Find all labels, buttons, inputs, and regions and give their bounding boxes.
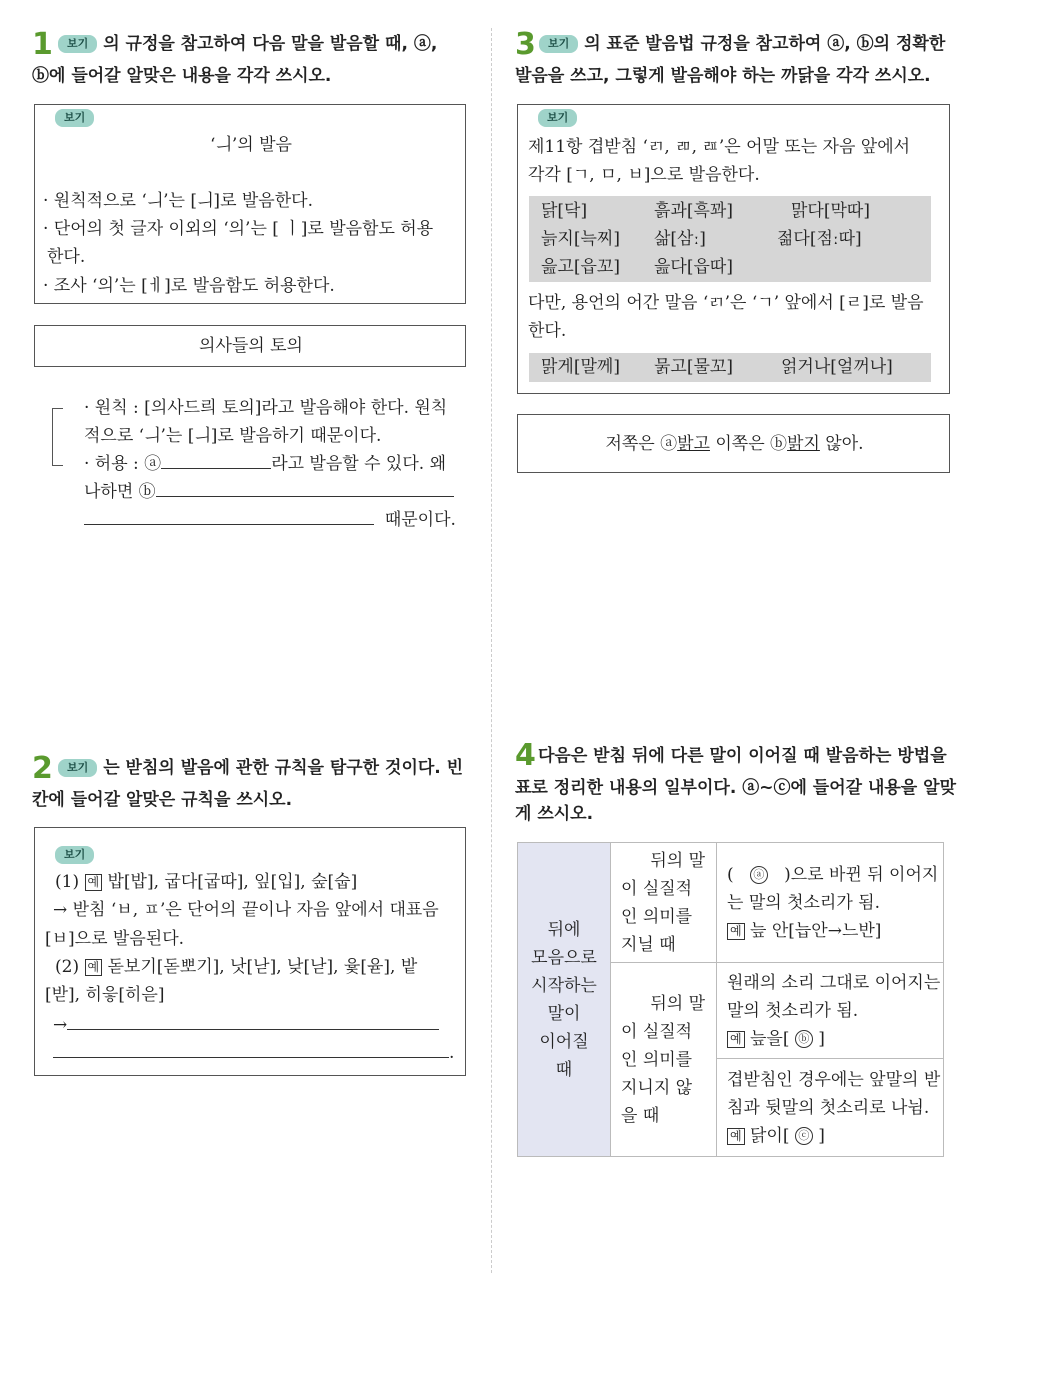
grid-cell: 흙과[흑꽈] <box>654 201 733 221</box>
q4-head-line: 이어질 <box>539 1031 589 1052</box>
bogi-badge: 보기 <box>55 846 94 864</box>
grid-cell: 닭[닥] <box>541 201 588 221</box>
q2-prompt-text: 는 받침의 발음에 관한 규칙을 탐구한 것이다. 빈 <box>103 758 464 778</box>
q2-prompt-line2: 칸에 들어갈 알맞은 규칙을 쓰시오. <box>32 790 293 810</box>
q3-number: 3 <box>515 27 536 62</box>
q1-answer-line3 <box>84 450 446 478</box>
q1-reason-label: 나하면 ⓑ <box>84 482 156 502</box>
q4-head-line: 뒤에 <box>547 919 581 940</box>
q4-mid-line: 이 실질적 <box>621 1021 693 1042</box>
q4-mid-line: 인 의미를 <box>621 1049 693 1070</box>
q3-exception-grid <box>529 353 931 382</box>
q4-mid-line: 뒤의 말 <box>650 850 705 871</box>
q2-answer-line2 <box>53 1039 454 1067</box>
q4-rule1-example-text: 늪 안[늡안→느반] <box>750 920 882 941</box>
q1-rule-1: · 원칙적으로 ‘ㅢ’는 [ㅢ]로 발음한다. <box>43 191 313 211</box>
q2-line3: [ㅂ]으로 발음된다. <box>45 929 185 949</box>
q3-ex-mid: 이쪽은 ⓑ <box>709 434 788 454</box>
example-mark: 예 <box>85 874 103 891</box>
q3-example-box <box>517 414 950 473</box>
q1-allow-label: · 허용 : ⓐ <box>84 454 162 474</box>
q2-line4 <box>55 953 417 981</box>
q2-line2: → 받침 ‘ㅂ, ㅍ’은 단어의 끝이나 자음 앞에서 대표음 <box>53 900 439 920</box>
q3-underlined-a: 밝고 <box>677 434 710 454</box>
q4-rule1-example <box>727 917 942 945</box>
q3-prompt-text: 의 표준 발음법 규정을 참고하여 ⓐ, ⓑ의 정확한 <box>584 34 946 54</box>
q4-table <box>517 842 944 1157</box>
q3-ex-post: 않아. <box>819 434 864 454</box>
q1-blank-a[interactable] <box>161 452 271 469</box>
bogi-badge: 보기 <box>538 109 577 127</box>
example-mark: 예 <box>85 959 103 976</box>
q3-ex-pre: 저쪽은 ⓐ <box>605 434 678 454</box>
grid-cell: 읊다[읍따] <box>654 257 733 277</box>
q4-prompt-line1: 다음은 받침 뒤에 다른 말이 이어질 때 발음하는 방법을 <box>538 746 947 766</box>
q2-answer-line1 <box>53 1011 439 1039</box>
grid-cell: 삶[삼ː] <box>654 229 706 249</box>
q3-exception-line2: 한다. <box>528 321 567 341</box>
q2-line5: [받], 히읗[히읃] <box>45 985 165 1005</box>
q4-rule2-example <box>727 1025 942 1053</box>
q4-rule-cell-2 <box>717 963 944 1059</box>
q3-example-grid <box>529 196 931 282</box>
blank-a-marker: ⓐ <box>750 866 768 884</box>
grid-cell: 묽고[물꼬] <box>654 357 733 377</box>
q2-period: . <box>449 1043 455 1063</box>
grid-cell: 늙지[늑찌] <box>541 229 620 249</box>
q3-prompt-line2: 발음을 쓰고, 그렇게 발음해야 하는 까닭을 각각 쓰시오. <box>515 66 931 86</box>
q3-exception-line1: 다만, 용언의 어간 말음 ‘ㄺ’은 ‘ㄱ’ 앞에서 [ㄹ]로 발음 <box>528 293 924 313</box>
q1-rule-2: · 단어의 첫 글자 이외의 ‘의’는 [ ㅣ]로 발음함도 허용 <box>43 219 434 239</box>
q1-answer-line2: 적으로 ‘ㅢ’는 [ㅢ]로 발음하기 때문이다. <box>84 426 382 446</box>
q1-bracket <box>52 408 63 466</box>
q1-rule-2-cont: 한다. <box>47 247 86 267</box>
q4-mid-line: 을 때 <box>621 1105 660 1126</box>
q4-head-line: 때 <box>555 1059 573 1080</box>
grid-cell: 얽거나[얼꺼나] <box>781 357 893 377</box>
q4-rule3-line1: 겹받침인 경우에는 앞말의 받 <box>727 1069 941 1090</box>
q3-rule-line2: 각각 [ㄱ, ㅁ, ㅂ]으로 발음한다. <box>528 165 760 185</box>
blank-c-marker: ⓒ <box>795 1127 813 1145</box>
q2-prompt-line1 <box>58 752 463 784</box>
q4-rule2-line2: 말의 첫소리가 됨. <box>727 1000 859 1021</box>
q1-prompt-line2: ⓑ에 들어갈 알맞은 내용을 각각 쓰시오. <box>32 66 332 86</box>
q2-item2-num: (2) <box>55 957 80 977</box>
grid-cell: 젊다[점ː따] <box>777 229 862 249</box>
q2-bogi-box <box>34 827 466 1076</box>
q4-head-cell <box>518 843 611 1157</box>
example-mark: 예 <box>727 1031 745 1048</box>
q1-number: 1 <box>32 27 53 62</box>
bogi-badge: 보기 <box>58 35 97 53</box>
q4-mid-line: 지니지 않 <box>621 1077 693 1098</box>
q1-because-text: 때문이다. <box>384 510 456 530</box>
q3-prompt-line1 <box>539 28 945 60</box>
example-mark: 예 <box>727 923 745 940</box>
q4-rule1-line1 <box>727 861 942 889</box>
q4-rule2-line1: 원래의 소리 그대로 이어지는 <box>727 972 941 993</box>
q1-answer-line1: · 원칙 : [의사드릐 토의]라고 발음해야 한다. 원칙 <box>84 398 448 418</box>
q4-mid-cell-1 <box>611 843 717 963</box>
q4-rule-cell-3 <box>717 1059 944 1157</box>
grid-cell: 맑다[막따] <box>791 201 870 221</box>
q4-head-line: 모음으로 <box>531 947 597 968</box>
q1-blank-b-cont[interactable] <box>84 508 374 525</box>
paren-open: ( <box>727 864 734 885</box>
grid-cell: 맑게[말께] <box>541 357 620 377</box>
q3-example-sentence <box>518 430 951 458</box>
q1-answer-line5 <box>84 506 456 534</box>
q1-prompt-text: 의 규정을 참고하여 다음 말을 발음할 때, ⓐ, <box>103 34 438 54</box>
q4-rule3-line2: 침과 뒷말의 첫소리로 나뉨. <box>727 1097 930 1118</box>
q2-blank[interactable] <box>67 1013 439 1030</box>
q3-bogi-box <box>517 104 950 394</box>
arrow-icon: → <box>53 1015 68 1035</box>
q4-mid-line: 이 실질적 <box>621 878 693 899</box>
bogi-badge: 보기 <box>539 35 578 53</box>
grid-cell: 읊고[읍꼬] <box>541 257 620 277</box>
q1-prompt-line1 <box>58 28 437 60</box>
q4-rule3-ex-pre: 닭이[ <box>750 1125 790 1146</box>
q2-item1-examples: 밥[밥], 굽다[굽따], 잎[입], 숲[숩] <box>107 872 358 892</box>
q4-rule1-text: )으로 바뀐 뒤 이어지 <box>784 864 939 885</box>
q4-mid-cell-2 <box>611 963 717 1157</box>
bogi-badge: 보기 <box>55 109 94 127</box>
q1-answer-line4 <box>84 478 454 506</box>
q1-bogi-box <box>34 104 466 304</box>
q4-number: 4 <box>515 738 536 773</box>
q4-rule3-ex-post: ] <box>818 1125 825 1146</box>
q2-number: 2 <box>32 751 53 786</box>
q2-item2-examples: 돋보기[돋뽀기], 낫[낟], 낮[낟], 윷[윧], 밭 <box>107 957 418 977</box>
bogi-badge: 보기 <box>58 759 97 777</box>
q1-rule-3: · 조사 ‘의’는 [ㅔ]로 발음함도 허용한다. <box>43 276 335 296</box>
q4-rule3-example <box>727 1122 942 1150</box>
q4-rule2-ex-post: ] <box>818 1028 825 1049</box>
q1-box-title: ‘ㅢ’의 발음 <box>210 135 292 155</box>
q4-head-line: 말이 <box>547 1003 581 1024</box>
q1-allow-text: 라고 발음할 수 있다. 왜 <box>271 454 447 474</box>
q4-head-line: 시작하는 <box>531 975 597 996</box>
q4-rule-cell-1 <box>717 843 944 963</box>
column-divider <box>491 28 492 1273</box>
q4-prompt-line3: 게 쓰시오. <box>515 804 594 824</box>
blank-b-marker: ⓑ <box>795 1030 813 1048</box>
q4-mid-line: 뒤의 말 <box>650 993 705 1014</box>
q4-prompt-line2: 표로 정리한 내용의 일부이다. ⓐ~ⓒ에 들어갈 내용을 알맞 <box>515 778 956 798</box>
example-mark: 예 <box>727 1128 745 1145</box>
q1-blank-b[interactable] <box>156 480 454 497</box>
q4-rule1-line2: 는 말의 첫소리가 됨. <box>727 892 880 913</box>
q3-underlined-b: 밝지 <box>787 434 820 454</box>
q2-blank-cont[interactable] <box>53 1041 449 1058</box>
q2-line1 <box>55 868 357 896</box>
q2-item1-num: (1) <box>55 872 80 892</box>
q1-scene-box <box>34 325 466 367</box>
q4-rule2-ex-pre: 늪을[ <box>750 1028 790 1049</box>
q4-mid-line: 지닐 때 <box>621 934 676 955</box>
q4-mid-line: 인 의미를 <box>621 906 693 927</box>
q3-rule-line1: 제11항 겹받침 ‘ㄺ, ㄻ, ㄿ’은 어말 또는 자음 앞에서 <box>528 137 911 157</box>
q1-scene-title: 의사들의 토의 <box>199 336 303 356</box>
